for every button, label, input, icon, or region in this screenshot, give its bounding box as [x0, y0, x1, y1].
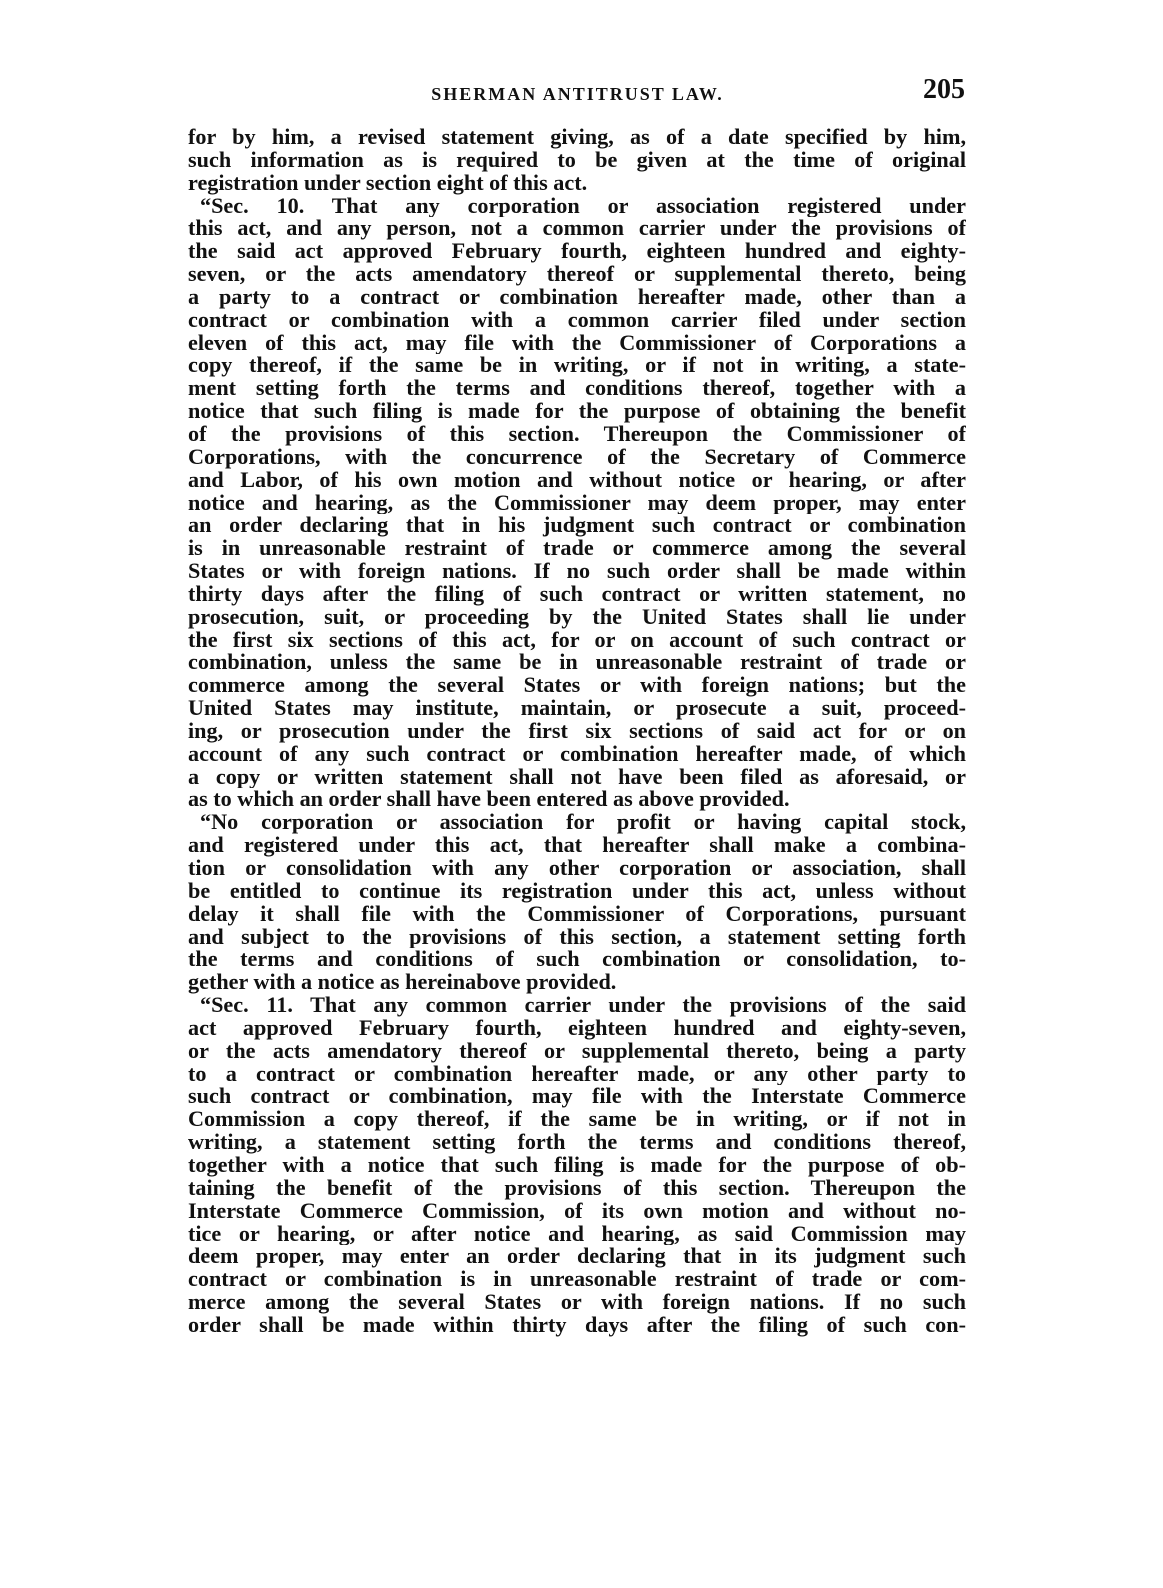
- text-line: prosecution, suit, or proceeding by the United States shall lie under: [188, 605, 966, 629]
- text-line: deem proper, may enter an order declaring that in its judgment such: [188, 1245, 966, 1269]
- running-head: [190, 74, 965, 114]
- text-line: notice that such filing is made for the purpose of obtaining the benefit: [188, 400, 966, 423]
- text-line: Commission a copy thereof, if the same be in writing, or if not in: [188, 1108, 966, 1132]
- text-line: a copy or written statement shall not have been filed as aforesaid, or: [188, 765, 966, 789]
- text-line: States or with foreign nations. If no such order shall be made within: [188, 560, 966, 583]
- text-line: the said act approved February fourth, eighteen hundred and eighty-: [188, 240, 966, 264]
- text-line: of the provisions of this section. Thereupon the Commissioner of: [188, 422, 966, 446]
- text-line: and Labor, of his own motion and without notice or hearing, or after: [188, 468, 966, 492]
- text-line: United States may institute, maintain, or prosecute a suit, proceed-: [188, 697, 966, 720]
- text-line: registration under section eight of this act.: [188, 171, 588, 195]
- text-line: an order declaring that in his judgment such contract or combination: [188, 514, 966, 538]
- text-line: notice and hearing, as the Commissioner may deem proper, may enter: [188, 491, 966, 515]
- body-text: [188, 126, 966, 1337]
- text-line: ment setting forth the terms and conditions thereof, together with a: [188, 377, 966, 401]
- running-title: SHERMAN ANTITRUST LAW.: [431, 84, 724, 104]
- text-line: “Sec. 11. That any common carrier under the provisions of the said: [200, 994, 966, 1017]
- text-line: or the acts amendatory thereof or supplemental thereto, being a party: [188, 1039, 966, 1063]
- text-line: merce among the several States or with foreign nations. If no such: [188, 1291, 966, 1314]
- text-line: order shall be made within thirty days after the filing of such con-: [188, 1313, 966, 1337]
- text-line: be entitled to continue its registration under this act, unless without: [188, 879, 966, 903]
- text-line: combination, unless the same be in unreasonable restraint of trade or: [188, 651, 966, 675]
- text-line: Corporations, with the concurrence of the Secretary of Commerce: [188, 445, 966, 469]
- text-line: the terms and conditions of such combination or consolidation, to-: [188, 948, 966, 972]
- text-line: contract or combination with a common carrier filed under section: [188, 308, 966, 332]
- text-line: “Sec. 10. That any corporation or association registered under: [200, 194, 966, 218]
- text-line: and registered under this act, that hereafter shall make a combina-: [188, 834, 966, 857]
- text-line: as to which an order shall have been entered as above provided.: [188, 788, 790, 812]
- text-line: such information as is required to be given at the time of original: [188, 148, 966, 172]
- text-line: writing, a statement setting forth the terms and conditions thereof,: [188, 1131, 966, 1154]
- text-line: for by him, a revised statement giving, as of a date specified by him,: [188, 126, 966, 149]
- text-line: thirty days after the filing of such contract or written statement, no: [188, 582, 966, 606]
- text-line: commerce among the several States or with foreign nations; but the: [188, 674, 966, 698]
- text-line: such contract or combination, may file with the Interstate Commerce: [188, 1085, 966, 1109]
- text-line: this act, and any person, not a common carrier under the provisions of: [188, 217, 966, 241]
- page-number: 205: [923, 74, 965, 105]
- text-line: the first six sections of this act, for or on account of such contract or: [188, 628, 966, 652]
- text-line: a party to a contract or combination hereafter made, other than a: [188, 285, 966, 309]
- text-line: ing, or prosecution under the first six sections of said act for or on: [188, 719, 966, 743]
- text-line: tion or consolidation with any other corporation or association, shall: [188, 857, 966, 880]
- text-line: act approved February fourth, eighteen hundred and eighty-seven,: [188, 1016, 966, 1040]
- text-line: delay it shall file with the Commissioner of Corporations, pursuant: [188, 902, 966, 926]
- text-line: tice or hearing, or after notice and hearing, as said Commission may: [188, 1222, 966, 1246]
- text-line: contract or combination is in unreasonable restraint of trade or com-: [188, 1268, 966, 1292]
- text-line: taining the benefit of the provisions of this section. Thereupon the: [188, 1176, 966, 1200]
- text-line: together with a notice that such filing is made for the purpose of ob-: [188, 1153, 966, 1177]
- text-line: eleven of this act, may file with the Commissioner of Corporations a: [188, 331, 966, 355]
- text-line: copy thereof, if the same be in writing, or if not in writing, a state-: [188, 354, 966, 378]
- text-line: and subject to the provisions of this section, a statement setting forth: [188, 925, 966, 949]
- text-line: account of any such contract or combination hereafter made, of which: [188, 742, 966, 766]
- text-line: to a contract or combination hereafter made, or any other party to: [188, 1062, 966, 1086]
- text-line: “No corporation or association for profit or having capital stock,: [200, 811, 966, 835]
- text-line: seven, or the acts amendatory thereof or supplemental thereto, being: [188, 263, 966, 286]
- text-line: is in unreasonable restraint of trade or commerce among the several: [188, 537, 966, 561]
- text-line: Interstate Commerce Commission, of its own motion and without no-: [188, 1199, 966, 1223]
- text-line: gether with a notice as hereinabove provided.: [188, 971, 617, 995]
